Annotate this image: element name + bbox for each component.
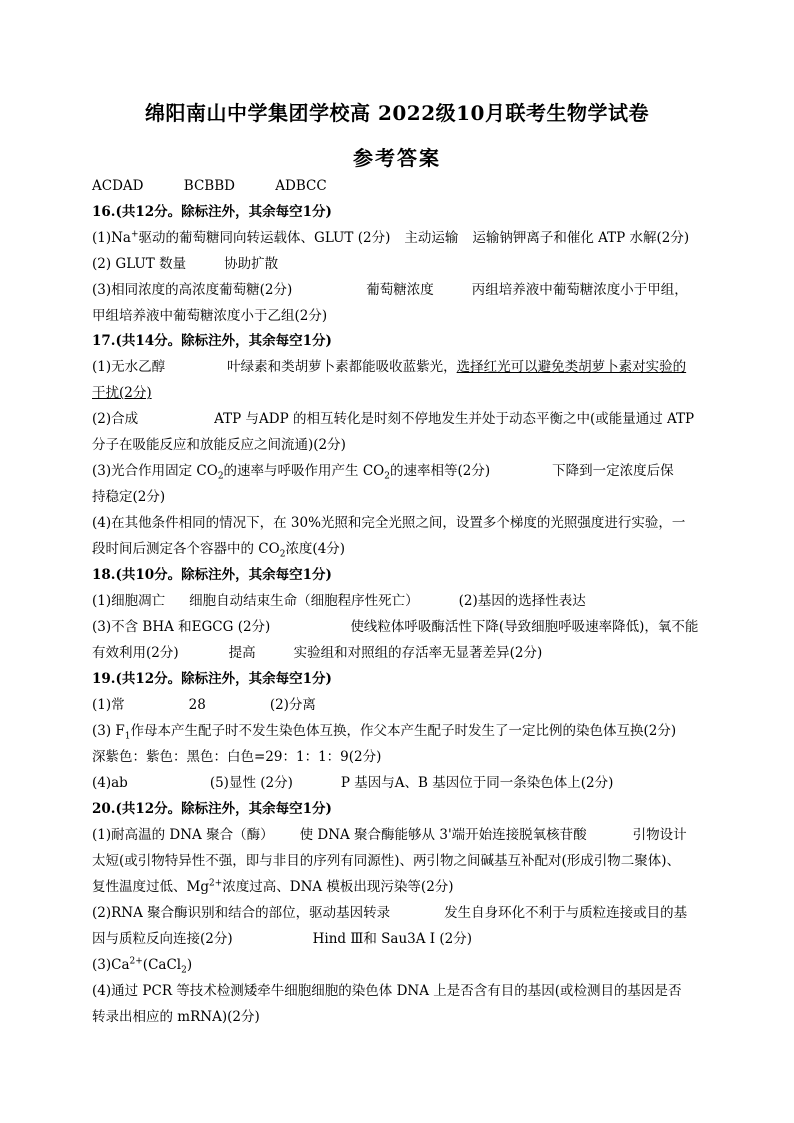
q17-l5b: 的速率与呼吸作用产生 CO — [223, 463, 385, 479]
q18-header: 18.(共10分。除标注外，其余每空1分) — [92, 567, 332, 583]
q17-line-3 — [92, 410, 694, 428]
q16-l3c: 丙组培养液中葡萄糖浓度小于甲组， — [471, 282, 688, 298]
q16-l1b: 驱动的葡萄糖同向转运载体、GLUT (2分) — [138, 230, 391, 246]
q17-l3a: (2)合成 — [92, 411, 139, 427]
q19-l1c: (2)分离 — [269, 697, 316, 713]
q18-line-1 — [92, 592, 586, 610]
q20-l1b: 使 DNA 聚合酶能够从 3'端开始连接脱氧核苷酸 — [299, 827, 587, 843]
q19-line-4 — [92, 774, 613, 792]
q20-line-6 — [92, 956, 192, 974]
q20-line-7: (4)通过 PCR 等技术检测矮牵牛细胞细胞的染色体 DNA 上是否含有目的基因(或检测目的基因是否 — [92, 983, 682, 999]
q20-header: 20.(共12分。除标注外，其余每空1分) — [92, 801, 332, 817]
q16-l2a: (2) GLUT 数量 — [92, 256, 187, 272]
q20-line-8: 转录出相应的 mRNA)(2分) — [92, 1009, 260, 1025]
q20-line-1 — [92, 826, 687, 844]
q20-l6c: ) — [186, 957, 193, 973]
q16-l1d: 运输钠钾离子和催化 ATP 水解(2分) — [472, 230, 690, 246]
q19-l4b: (5)显性 (2分) — [209, 775, 293, 791]
page-subtitle: 参考答案 — [353, 146, 441, 170]
q17-line-1 — [92, 358, 686, 376]
q16-line-4: 甲组培养液中葡萄糖浓度小于乙组(2分) — [92, 308, 328, 324]
q17-l5a: (3)光合作用固定 CO — [92, 463, 218, 479]
q17-line-7: (4)在其他条件相同的情况下，在 30%光照和完全光照之间，设置多个梯度的光照强度进行实验，一 — [92, 515, 686, 531]
q17-line-6: 持稳定(2分) — [92, 489, 166, 505]
q19-l1a: (1)常 — [92, 697, 125, 713]
q16-l1a: (1)Na — [92, 230, 131, 246]
q19-l2a: (3) F — [92, 723, 125, 739]
q19-line-3: 深紫色：紫色：黑色：白色=29：1：1：9(2分) — [92, 749, 382, 765]
q19-header: 19.(共12分。除标注外，其余每空1分) — [92, 671, 332, 687]
q20-l5a: 因与质粒反向连接(2分) — [92, 931, 233, 947]
q17-line-5 — [92, 462, 674, 480]
q17-line-8 — [92, 540, 345, 558]
q19-line-1 — [92, 696, 316, 714]
page-title: 绵阳南山中学集团学校高 2022级10月联考生物学试卷 — [145, 101, 649, 125]
q17-l8a: 段时间后测定各个容器中的 CO — [92, 541, 280, 557]
q18-l3c: 实验组和对照组的存活率无显著差异(2分) — [293, 645, 543, 661]
q16-line-3 — [92, 281, 688, 299]
q18-l2a: (3)不含 BHA 和EGCG (2分) — [92, 619, 271, 635]
q18-l3a: 有效利用(2分) — [92, 645, 179, 661]
choice-answers-group-1: ACDAD — [92, 178, 144, 194]
q19-l1b: 28 — [188, 697, 206, 713]
q16-header: 16.(共12分。除标注外，其余每空1分) — [92, 204, 332, 220]
q18-l3b: 提高 — [228, 645, 256, 661]
q20-l6-sup: 2+ — [129, 956, 143, 967]
q20-l4a: (2)RNA 聚合酶识别和结合的部位，驱动基因转录 — [92, 905, 391, 921]
q16-l3a: (3)相同浓度的高浓度葡萄糖(2分) — [92, 282, 293, 298]
q20-l6-sub: 2 — [181, 965, 187, 976]
q19-l4a: (4)ab — [92, 775, 128, 791]
q19-l2b: 作母本产生配子时不发生染色体互换，作父本产生配子时发生了一定比例的染色体互换(2分) — [130, 723, 677, 739]
q18-line-2 — [92, 618, 698, 636]
q17-l5c: 的速率相等(2分) — [389, 463, 491, 479]
q17-l8b: 浓度(4分) — [285, 541, 346, 557]
q20-l4b: 发生自身环化不利于与质粒连接或目的基 — [444, 905, 688, 921]
q17-l8-sub: 2 — [279, 549, 286, 560]
q17-l5d: 下降到一定浓度后保 — [552, 463, 674, 479]
q20-line-2: 太短(或引物特异性不强，即与非目的序列有同源性)、两引物之间碱基互补配对(形成引物二聚体)、 — [92, 853, 681, 869]
q17-line-2: 干扰(2分) — [92, 385, 152, 401]
q16-l1-sup: + — [130, 229, 139, 240]
q20-line-4 — [92, 904, 687, 922]
q17-l1b: 叶绿素和类胡萝卜素都能吸收蓝紫光， — [227, 359, 457, 375]
q18-line-3 — [92, 644, 542, 662]
choice-answers-row — [92, 177, 327, 195]
q20-l6a: (3)Ca — [92, 957, 130, 973]
q20-line-3 — [92, 878, 454, 896]
q17-l5-sub1: 2 — [217, 471, 224, 482]
q20-l3b: 浓度过高、DNA 模板出现污染等(2分) — [222, 879, 454, 895]
q19-l4c: P 基因与A、B 基因位于同一条染色体上(2分) — [340, 775, 614, 791]
q18-l1b: 细胞自动结束生命（细胞程序性死亡） — [189, 593, 419, 609]
q20-line-5 — [92, 930, 472, 948]
q16-l1c: 主动运输 — [404, 230, 459, 246]
q18-l1a: (1)细胞凋亡 — [92, 593, 166, 609]
q19-l2-sub: 1 — [124, 731, 131, 742]
q16-l3b: 葡萄糖浓度 — [366, 282, 434, 298]
q17-header: 17.(共14分。除标注外，其余每空1分) — [92, 333, 332, 349]
q16-l2b: 协助扩散 — [224, 256, 279, 272]
q20-l6b: (CaCl — [142, 957, 182, 973]
q20-l1a: (1)耐高温的 DNA 聚合（酶） — [92, 827, 274, 843]
q18-l1c: (2)基因的选择性表达 — [458, 593, 586, 609]
q17-line-4: 分子在吸能反应和放能反应之间流通)(2分) — [92, 437, 346, 453]
q18-l2b: 使线粒体呼吸酶活性下降(导致细胞呼吸速率降低)，氧不能 — [350, 619, 699, 635]
choice-answers-group-2: BCBBD — [183, 178, 235, 194]
q17-l1c: 选择红光可以避免类胡萝卜素对实验的 — [456, 359, 687, 375]
q19-line-2 — [92, 722, 676, 740]
q17-l1a: (1)无水乙醇 — [92, 359, 166, 375]
q16-line-2 — [92, 255, 278, 273]
q16-line-1 — [92, 229, 689, 247]
q20-l3-sup: 2+ — [208, 878, 223, 889]
q20-l1c: 引物设计 — [632, 827, 687, 843]
q20-l3a: 复性温度过低、Mg — [92, 879, 209, 895]
q17-l3b: ATP 与ADP 的相互转化是时刻不停地发生并处于动态平衡之中(或能量通过 ATP — [214, 411, 695, 427]
choice-answers-group-3: ADBCC — [275, 178, 327, 194]
q17-l5-sub2: 2 — [384, 471, 390, 482]
q20-l5b: Hind Ⅲ和 Sau3A Ⅰ (2分) — [312, 931, 473, 947]
